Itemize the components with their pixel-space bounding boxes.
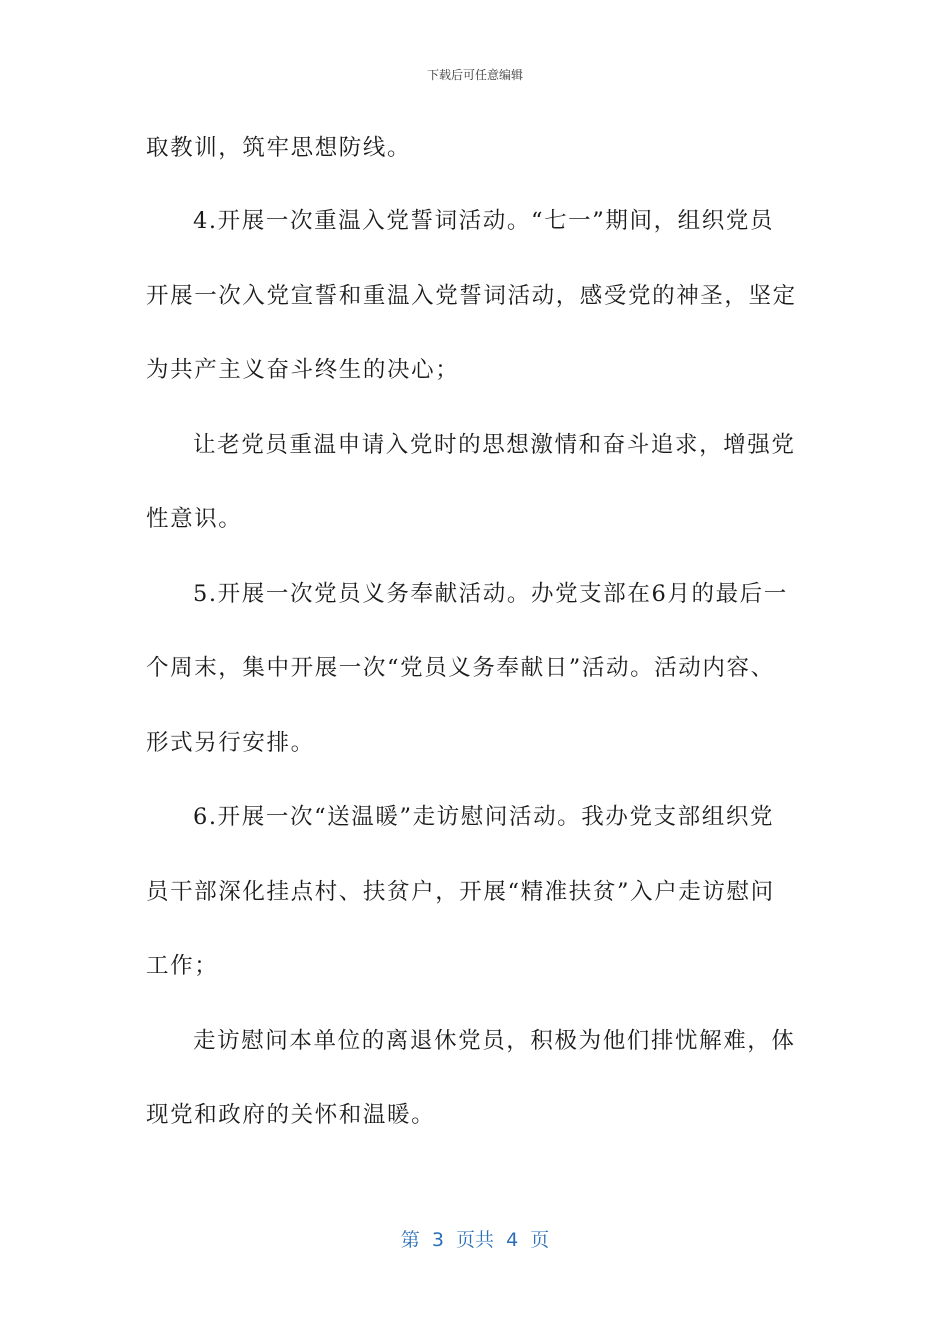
header-note: 下载后可任意编辑 <box>426 68 523 82</box>
text-line: 形式另行安排。 <box>146 730 315 756</box>
text-line: 4.开展一次重温入党誓词活动。“七一”期间，组织党员 <box>193 208 775 234</box>
text-line: 开展一次入党宣誓和重温入党誓词活动，感受党的神圣，坚定 <box>146 283 797 309</box>
text-line: 现党和政府的关怀和温暖。 <box>146 1102 436 1128</box>
text-line: 工作； <box>146 953 219 979</box>
text-line: 员干部深化挂点村、扶贫户，开展“精准扶贫”入户走访慰问 <box>146 879 775 905</box>
text-line: 让老党员重温申请入党时的思想激情和奋斗追求，增强党 <box>193 432 796 458</box>
text-line: 6.开展一次“送温暖”走访慰问活动。我办党支部组织党 <box>193 804 775 830</box>
text-line: 5.开展一次党员义务奉献活动。办党支部在6月的最后一 <box>193 581 788 607</box>
text-line: 性意识。 <box>146 506 243 532</box>
text-line: 取教训，筑牢思想防线。 <box>146 135 412 161</box>
text-line: 为共产主义奋斗终生的决心； <box>146 357 460 383</box>
text-line: 个周末，集中开展一次“党员义务奉献日”活动。活动内容、 <box>146 655 775 681</box>
page-number: 第 3 页共 4 页 <box>400 1229 550 1251</box>
text-line: 走访慰问本单位的离退休党员，积极为他们排忧解难，体 <box>193 1028 796 1054</box>
